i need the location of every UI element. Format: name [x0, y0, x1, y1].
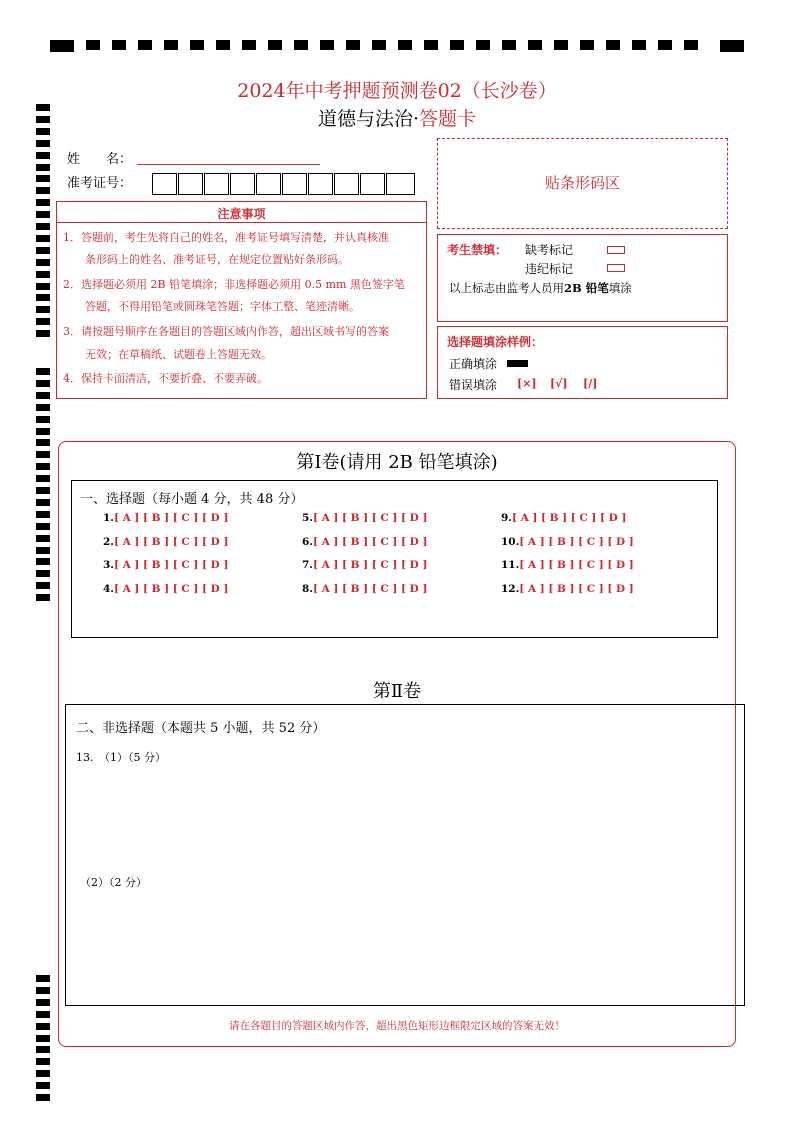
digit-box[interactable] [282, 173, 307, 195]
question-number: 6. [302, 536, 313, 548]
question-number: 11. [501, 559, 520, 571]
timing-mark [36, 1011, 50, 1018]
timing-mark [36, 380, 50, 387]
timing-mark [36, 1070, 50, 1077]
timing-mark [36, 975, 50, 982]
choice-question[interactable] [302, 559, 427, 571]
digit-box[interactable] [360, 173, 385, 195]
timing-mark [36, 1035, 50, 1042]
timing-mark [36, 247, 50, 254]
exam-title: 2024年中考押题预测卷02（长沙卷） [237, 80, 557, 102]
answer-options[interactable]: [ A ] [ B ] [ C ] [ D ] [113, 583, 229, 595]
timing-mark [36, 475, 50, 482]
correct-label: 正确填涂 [449, 357, 498, 371]
wrong-mark-slash: [/] [583, 377, 598, 390]
timing-mark [36, 187, 50, 194]
subject-name: 道德与法治 [317, 108, 413, 130]
forbidden-note-pre: 以上标志由监考人员用 [449, 281, 564, 295]
name-field[interactable] [137, 164, 320, 165]
timing-mark [36, 439, 50, 446]
part2-title: 第Ⅱ卷 [372, 681, 422, 702]
choice-section-title: 一、选择题（每小题 4 分，共 48 分） [80, 492, 304, 507]
digit-box[interactable] [178, 173, 203, 195]
answer-options[interactable]: [ A ] [ B ] [ C ] [ D ] [312, 536, 428, 548]
question-number: 3. [103, 559, 114, 571]
answer-options[interactable]: [ A ] [ B ] [ C ] [ D ] [519, 559, 634, 571]
timing-mark [36, 318, 50, 325]
timing-mark [36, 1046, 50, 1053]
timing-mark [36, 570, 50, 577]
digit-box[interactable] [204, 173, 229, 195]
choice-question[interactable] [103, 512, 228, 524]
timing-mark [36, 499, 50, 506]
timing-mark [36, 152, 50, 159]
notice-line: 3．请按题号顺序在各题目的答题区域内作答，超出区域书写的答案 [63, 325, 389, 338]
footer-warning: 请在各题目的答题区域内作答，超出黑色矩形边框限定区域的答案无效！ [229, 1020, 565, 1032]
answer-options[interactable]: [ A ] [ B ] [ C ] [ D ] [312, 583, 428, 595]
name-label: 姓 名： [67, 152, 133, 167]
timing-mark [36, 487, 50, 494]
choice-question[interactable] [103, 583, 228, 595]
notice-line: 2．选择题必须用 2B 铅笔填涂；非选择题必须用 0.5 mm 黑色签字笔 [63, 278, 405, 291]
timing-mark [36, 582, 50, 589]
sample-title: 选择题填涂样例： [447, 335, 544, 349]
notice-line: 1．答题前，考生先将自己的姓名，准考证号填写清楚，并认真核准 [63, 231, 389, 244]
question-number: 12. [501, 583, 520, 595]
timing-mark [36, 211, 50, 218]
absent-mark-box[interactable] [607, 246, 625, 254]
timing-mark [36, 1058, 50, 1065]
timing-mark [36, 199, 50, 206]
digit-box[interactable] [334, 173, 359, 195]
notice-line: 无效；在草稿纸、试题卷上答题无效。 [63, 348, 272, 361]
timing-mark [36, 223, 50, 230]
answer-options[interactable]: [ A ] [ B ] [ C ] [ D ] [113, 512, 229, 524]
timing-mark [36, 283, 50, 290]
timing-mark [36, 523, 50, 530]
timing-mark [36, 999, 50, 1006]
choice-question[interactable] [501, 536, 634, 548]
question-number: 9. [501, 512, 512, 524]
notice-line: 条形码上的姓名、准考证号，在规定位置贴好条形码。 [63, 253, 349, 266]
choice-question[interactable] [302, 583, 427, 595]
choice-question[interactable] [103, 559, 228, 571]
answer-options[interactable]: [ A ] [ B ] [ C ] [ D ] [312, 559, 428, 571]
timing-mark [36, 558, 50, 565]
timing-mark [36, 404, 50, 411]
title-dot: · [412, 108, 420, 130]
answer-options[interactable]: [ A ] [ B ] [ C ] [ D ] [519, 536, 634, 548]
timing-mark [36, 511, 50, 518]
digit-box[interactable] [256, 173, 281, 195]
timing-mark [36, 164, 50, 171]
timing-mark [36, 1094, 50, 1101]
question-number: 5. [302, 512, 313, 524]
digit-box[interactable] [386, 173, 415, 195]
wrong-label: 错误填涂 [449, 378, 498, 392]
timing-mark [36, 392, 50, 399]
part1-title: 第Ⅰ卷(请用 2B 铅笔填涂) [296, 452, 498, 473]
timing-mark [36, 1082, 50, 1089]
choice-question[interactable] [103, 536, 228, 548]
question-number: 2. [103, 536, 114, 548]
notice-title: 注意事项 [217, 207, 266, 221]
notice-line: 4．保持卡面清洁，不要折叠、不要弄破。 [63, 372, 268, 385]
question-number: 7. [302, 559, 313, 571]
question-number: 4. [103, 583, 114, 595]
wrong-mark-cross: [×] [517, 377, 537, 390]
answer-options[interactable]: [ A ] [ B ] [ C ] [ D ] [519, 583, 634, 595]
exam-number-label: 准考证号： [67, 176, 133, 191]
question-number: 1. [103, 512, 114, 524]
answer-options[interactable]: [ A ] [ B ] [ C ] [ D ] [113, 559, 229, 571]
nonchoice-box[interactable] [65, 704, 745, 1006]
barcode-label: 贴条形码区 [544, 174, 620, 192]
q13-part1-label: 13. （1）（5 分） [76, 751, 166, 764]
notice-line: 答题，不得用铅笔或圆珠笔答题；字体工整、笔迹清晰。 [63, 300, 360, 313]
violation-label: 违纪标记 [525, 262, 574, 276]
forbidden-note [449, 280, 632, 296]
question-number: 8. [302, 583, 313, 595]
choice-question[interactable] [501, 559, 634, 571]
timing-mark [36, 368, 50, 375]
forbidden-title: 考生禁填： [447, 243, 508, 257]
timing-mark [36, 987, 50, 994]
answer-options[interactable]: [ A ] [ B ] [ C ] [ D ] [113, 536, 229, 548]
subject-title [0, 104, 794, 131]
correct-fill-sample [507, 360, 528, 367]
timing-mark [36, 271, 50, 278]
choice-question[interactable] [302, 536, 427, 548]
choice-question[interactable] [501, 583, 634, 595]
answer-options[interactable]: [ A ] [ B ] [ C ] [ D ] [312, 512, 428, 524]
timing-mark [36, 294, 50, 301]
digit-box[interactable] [230, 173, 255, 195]
answer-options[interactable]: [ A ] [ B ] [ C ] [ D ] [511, 512, 627, 524]
digit-box[interactable] [308, 173, 333, 195]
digit-box[interactable] [152, 173, 177, 195]
wrong-mark-check: [√] [550, 377, 568, 390]
timing-mark [36, 140, 50, 147]
timing-mark [36, 330, 50, 337]
timing-mark [36, 547, 50, 554]
timing-mark [36, 259, 50, 266]
choice-question[interactable] [302, 512, 427, 524]
q13-part2-label: （2）（2 分） [80, 876, 147, 889]
question-number: 10. [501, 536, 520, 548]
nonchoice-section-title: 二、非选择题（本题共 5 小题，共 52 分） [76, 721, 326, 736]
timing-mark [36, 535, 50, 542]
timing-mark [36, 416, 50, 423]
forbidden-note-bold: 2B 铅笔 [564, 281, 609, 295]
timing-mark [36, 306, 50, 313]
forbidden-note-post: 填涂 [608, 281, 632, 295]
timing-mark [36, 175, 50, 182]
violation-mark-box[interactable] [607, 264, 625, 272]
choice-question[interactable] [501, 512, 626, 524]
timing-mark [36, 428, 50, 435]
absent-label: 缺考标记 [525, 243, 574, 257]
timing-mark [36, 594, 50, 601]
card-label: 答题卡 [419, 108, 477, 130]
timing-mark [36, 235, 50, 242]
